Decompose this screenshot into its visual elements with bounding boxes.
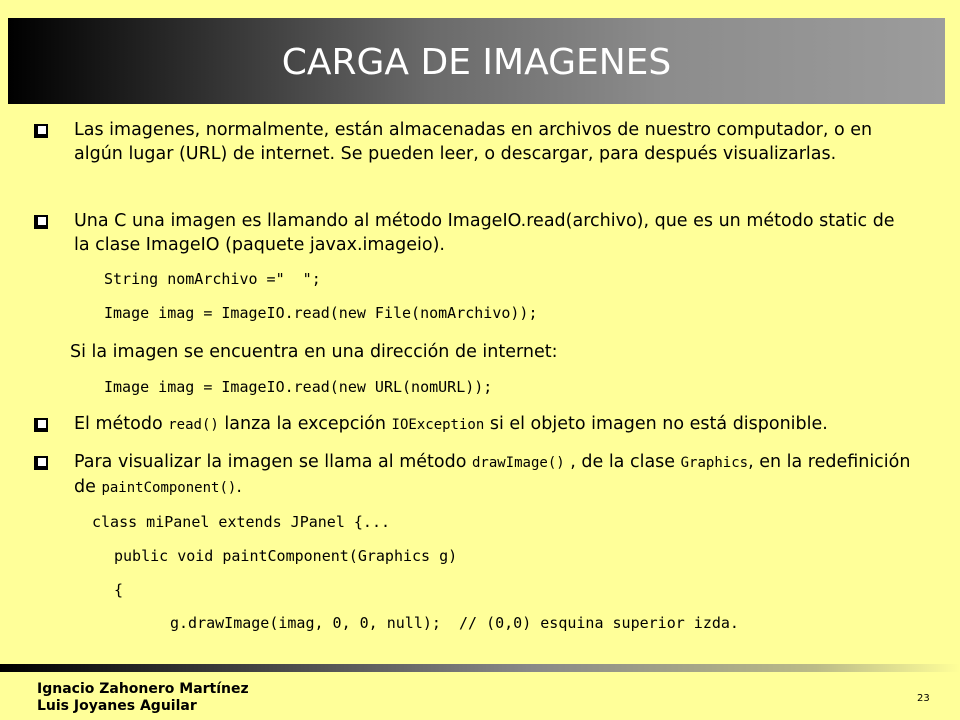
code-line-class-1: class miPanel extends JPanel {...	[92, 513, 391, 531]
code-line-class-2: public void paintComponent(Graphics g)	[114, 547, 458, 565]
bullet-icon	[34, 418, 48, 432]
bullet-text-4	[74, 450, 914, 500]
page-number: 23	[917, 693, 930, 704]
title-bar	[8, 18, 945, 104]
author-1: Ignacio Zahonero Martínez	[37, 681, 249, 697]
url-intro-text: Si la imagen se encuentra en una dirección de internet:	[70, 342, 558, 362]
bullet4-mid2: , en la redefinición de	[74, 452, 911, 497]
bullet-icon	[34, 215, 48, 229]
code-line-file-2: Image imag = ImageIO.read(new File(nomArchivo));	[104, 304, 538, 322]
bullet3-post: si el objeto imagen no está disponible.	[484, 414, 828, 434]
code-line-class-4: g.drawImage(imag, 0, 0, null); // (0,0) esquina superior izda.	[170, 614, 739, 632]
code-paintcomponent: paintComponent()	[101, 480, 237, 496]
author-2: Luis Joyanes Aguilar	[37, 698, 197, 714]
code-line-class-3: {	[114, 581, 124, 599]
code-graphics: Graphics	[680, 455, 749, 471]
bullet3-pre: El método	[74, 414, 169, 434]
footer-bar	[0, 664, 960, 672]
bullet4-post: .	[236, 477, 242, 497]
bullet4-mid: , de la clase	[564, 452, 681, 472]
bullet-text-1: Las imagenes, normalmente, están almacenadas en archivos de nuestro computador, o en algún lugar (URL) de internet. Se pueden leer, o descargar, para después visualizarlas.	[74, 120, 873, 164]
slide-title: CARGA DE IMAGENES	[281, 42, 672, 83]
bullet3-mid: lanza la excepción	[218, 414, 392, 434]
code-read: read()	[168, 417, 219, 433]
bullet-text-3	[74, 412, 914, 437]
bullet-icon	[34, 456, 48, 470]
code-line-file-1: String nomArchivo =" ";	[104, 270, 321, 288]
bullet-icon	[34, 124, 48, 138]
code-ioexception: IOException	[391, 417, 485, 433]
bullet4-pre: Para visualizar la imagen se llama al método	[74, 452, 472, 472]
code-line-url: Image imag = ImageIO.read(new URL(nomURL));	[104, 378, 493, 396]
bullet-text-2: Una C una imagen es llamando al método ImageIO.read(archivo), que es un método static de la clase ImageIO (paquete javax.imageio).	[74, 211, 895, 255]
code-drawimage: drawImage()	[471, 455, 565, 471]
